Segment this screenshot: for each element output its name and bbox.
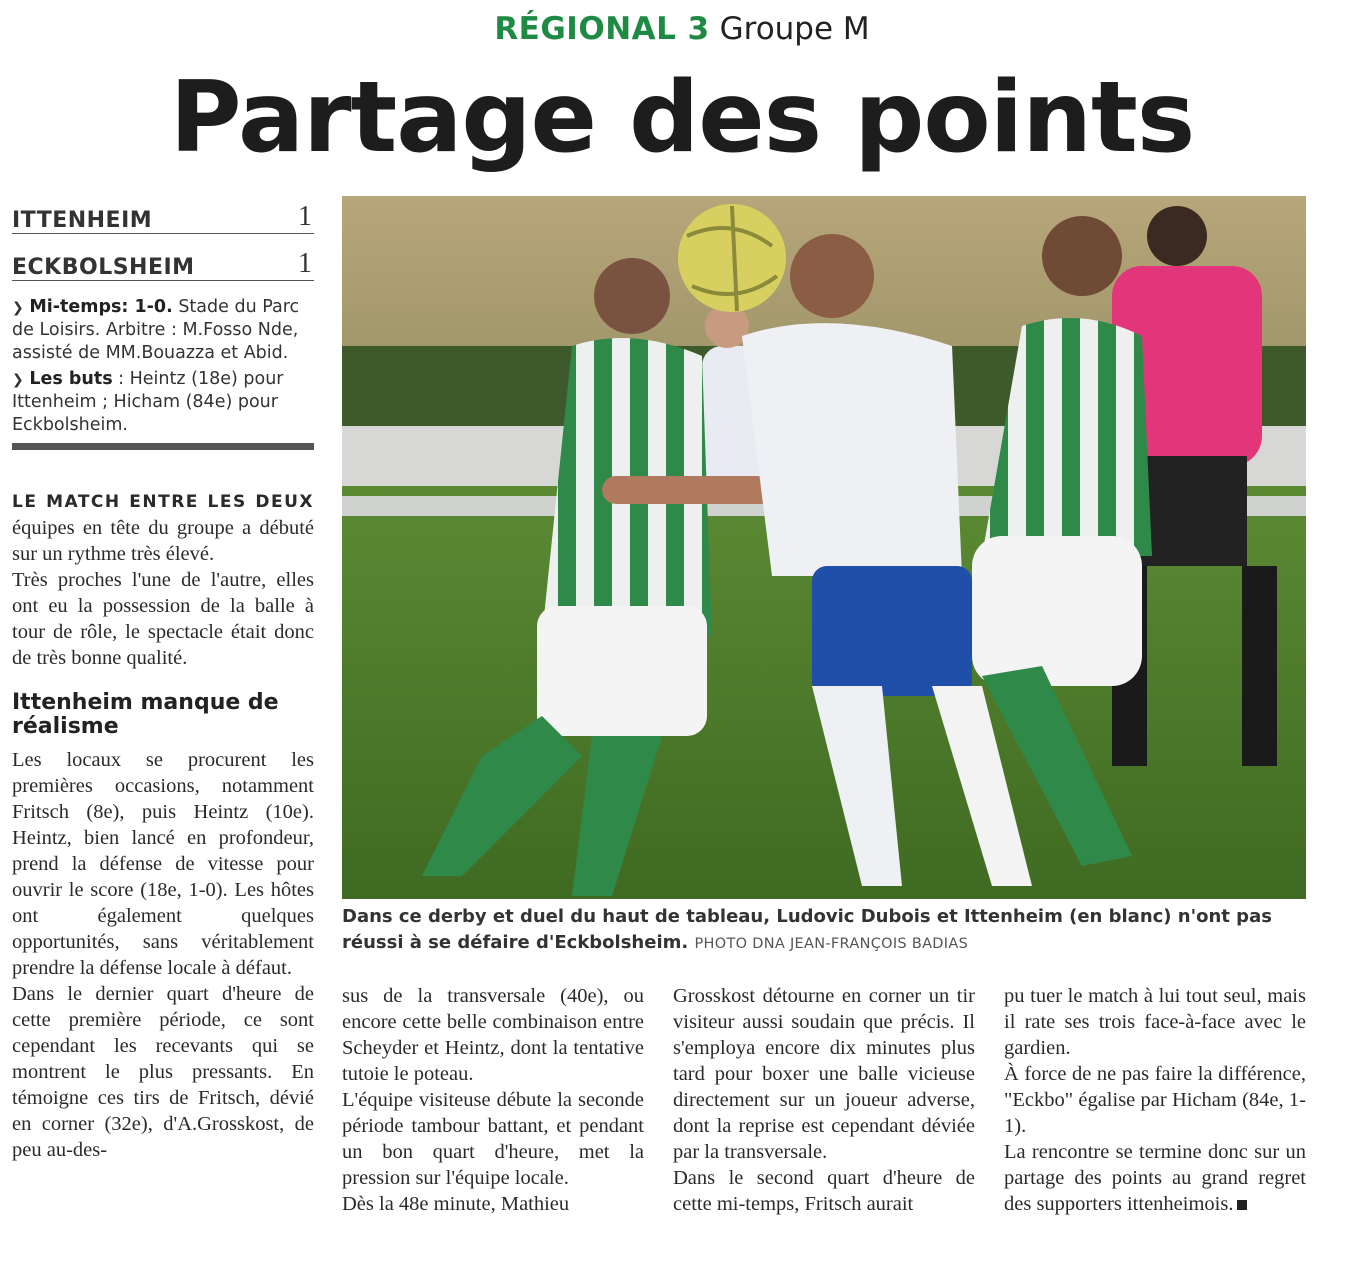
away-team-name: ECKBOLSHEIM [12,255,195,280]
football [678,204,786,312]
paragraph: Dans le dernier quart d'heure de cette première période, ce sont cependant les recevants qui se montrent le plus pressants. En témoigne ces tirs de Fritsch, dévié en corner (32e), d'A.Grosskost, de peu au-des- [12,983,314,1161]
subheading: Ittenheim manque de réalisme [12,690,279,739]
arrow-bullet-icon: ❯ [12,372,24,388]
arrow-bullet-icon: ❯ [12,300,24,316]
article-column-4 [1004,983,1306,1217]
lead-text: équipes en tête du groupe a débuté sur un rythme très élevé. [12,517,314,565]
halftime-label: Mi-temps [29,297,122,317]
home-team-name: ITTENHEIM [12,208,153,233]
caption-text: Dans ce derby et duel du haut de tableau, Ludovic Dubois et Ittenheim (en blanc) n'ont pas réussi à se défaire d'Eckbolsheim. [342,906,1272,953]
match-info [12,296,314,364]
article-column-3 [673,983,975,1217]
article-column-1 [12,488,314,1163]
score-box-divider [12,443,314,450]
paragraph: Très proches l'une de l'autre, elles ont eu la possession de la balle à tour de rôle, le spectacle était donc de très bonne qualité. [12,569,314,669]
goals-label: Les buts [29,369,113,389]
home-team-row [12,199,314,234]
paragraph: À force de ne pas faire la différence, "Eckbo" égalise par Hicham (84e, 1-1). [1004,1063,1306,1137]
section-kicker [0,10,1364,48]
category-label: RÉGIONAL 3 [494,11,710,47]
goals-text: : Heintz (18e) pour Ittenheim ; Hicham (84e) pour Eckbolsheim. [12,369,284,435]
group-label: Groupe M [719,11,870,47]
headline: Partage des points [169,61,1195,175]
paragraph: pu tuer le match à lui tout seul, mais il rate ses trois face-à-face avec le gardien. [1004,985,1306,1059]
paragraph: Grosskost détourne en corner un tir visiteur aussi soudain que précis. Il s'employa encore dix minutes plus tard pour boxer une balle vicieuse directement sur un joueur adverse, dont la reprise est cependant déviée par la transversale. [673,985,975,1163]
goals-info [12,368,314,436]
venue-referee: Stade du Parc de Loisirs. Arbitre : M.Fosso Nde, assisté de MM.Bouazza et Abid. [12,297,300,363]
lead-caps: LE MATCH ENTRE LES DEUX [12,492,314,512]
article-column-2 [342,983,644,1217]
away-team-score: 1 [298,248,312,279]
paragraph: sus de la transversale (40e), ou encore cette belle combinaison entre Scheyder et Heintz, dont la tentative tutoie le poteau. [342,985,644,1085]
end-of-article-icon [1237,1200,1247,1210]
paragraph: La rencontre se termine donc sur un partage des points au grand regret des supporters ittenheimois. [1004,1141,1306,1215]
paragraph: L'équipe visiteuse débute la seconde période tambour battant, et pendant un bon quart d'heure, met la pression sur l'équipe locale. [342,1089,644,1189]
halftime-value: : 1-0. [121,297,173,317]
paragraph: Dès la 48e minute, Mathieu [342,1193,570,1215]
photo-caption [342,904,1306,957]
home-team-score: 1 [298,201,312,232]
match-photo [342,196,1306,899]
away-team-row [12,246,314,281]
paragraph: Dans le second quart d'heure de cette mi-temps, Fritsch aurait [673,1167,975,1215]
photo-credit: PHOTO DNA JEAN-FRANÇOIS BADIAS [694,936,969,952]
paragraph: Les locaux se procurent les premières occasions, notamment Fritsch (8e), puis Heintz (10e). Heintz, bien lancé en profondeur, prend la défense de vitesse pour ouvrir le score (18e, 1-0). Les hôtes ont également quelques opportunités, sans véritablement prendre la défense locale à défaut. [12,749,314,979]
